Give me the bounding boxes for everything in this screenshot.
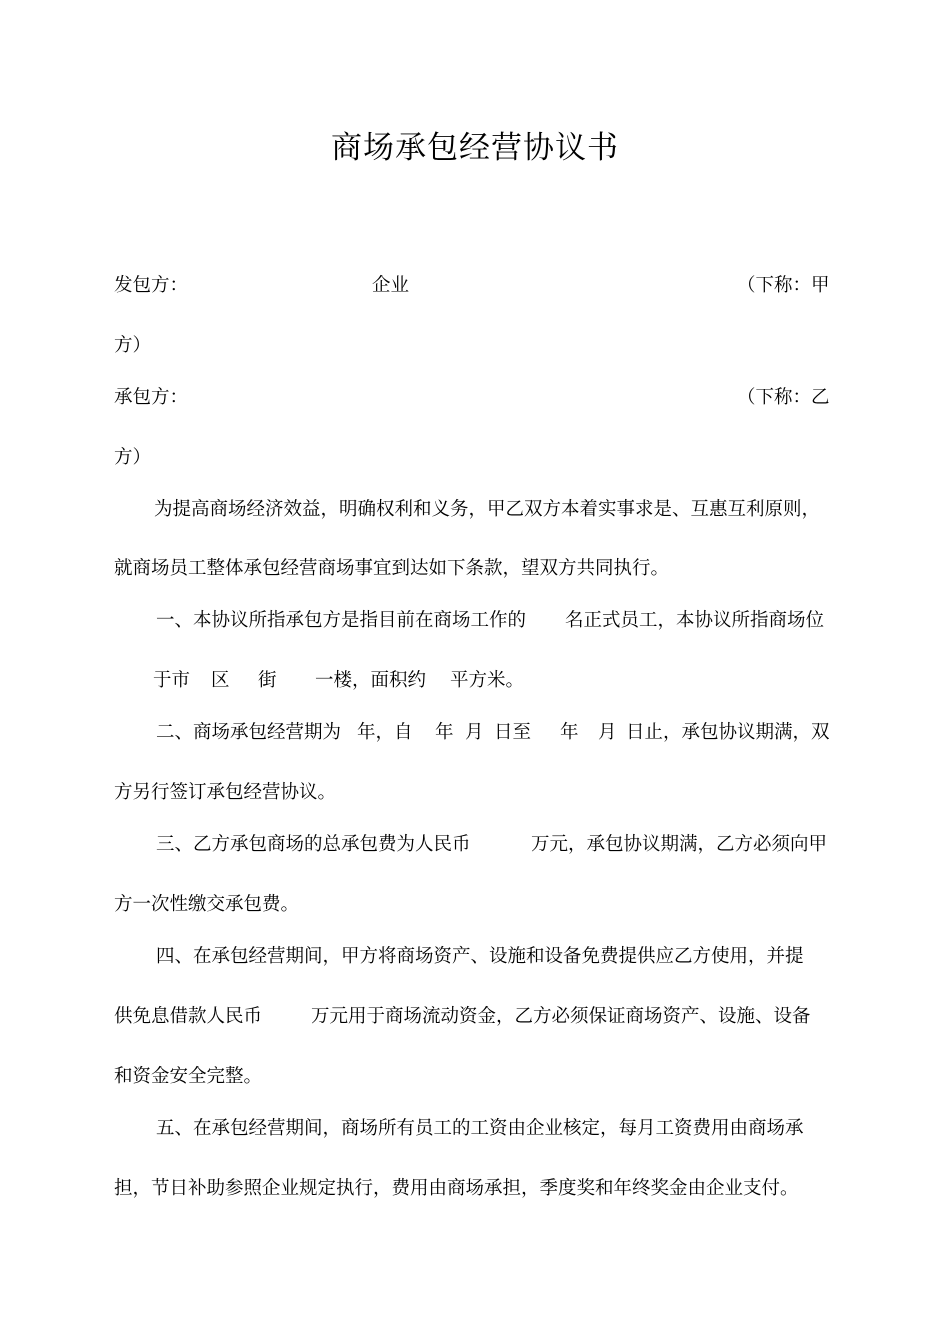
clause-2-line-2: 方另行签订承包经营协议。 xyxy=(114,782,337,803)
clause-1-part-a: 一、本协议所指承包方是指目前在商场工作的 xyxy=(156,610,527,631)
clause-1-city: 于市 xyxy=(153,670,191,691)
clause-4-part-a: 供免息借款人民币 xyxy=(114,1006,263,1027)
clause-2-month-2: 月 xyxy=(598,722,617,743)
clause-2-month-1: 月 xyxy=(465,722,484,743)
party-a-label: 发包方： xyxy=(114,275,189,296)
party-a-note: （下称：甲 xyxy=(737,275,830,296)
clause-1-street: 街 xyxy=(258,670,277,691)
party-b-label: 承包方： xyxy=(114,387,189,408)
party-a-note-cont: 方） xyxy=(114,335,152,356)
clause-3-part-b: 万元，承包协议期满，乙方必须向甲 xyxy=(531,834,828,855)
intro-line-1: 为提高商场经济效益，明确权利和义务，甲乙双方本着实事求是、互惠互利原则， xyxy=(154,499,821,520)
clause-4-part-b: 万元用于商场流动资金，乙方必须保证商场资产、设施、设备 xyxy=(311,1006,811,1027)
party-b-note-cont: 方） xyxy=(114,447,152,468)
clause-2-day-to: 日至 xyxy=(494,722,532,743)
party-a-name: 企业 xyxy=(372,275,410,296)
clause-2-part-b: 年，自 xyxy=(357,722,413,743)
clause-2-part-a: 二、商场承包经营期为 xyxy=(156,722,342,743)
document-title: 商场承包经营协议书 xyxy=(331,130,619,166)
clause-1-floor-area: 一楼，面积约 xyxy=(315,670,427,691)
clause-1-part-b: 名正式员工，本协议所指商场位 xyxy=(565,610,825,631)
clause-4-line-1: 四、在承包经营期间，甲方将商场资产、设施和设备免费提供应乙方使用，并提 xyxy=(156,946,804,967)
clause-5-line-1: 五、在承包经营期间，商场所有员工的工资由企业核定，每月工资费用由商场承 xyxy=(156,1118,804,1139)
clause-5-line-2: 担，节日补助参照企业规定执行，费用由商场承担，季度奖和年终奖金由企业支付。 xyxy=(114,1178,799,1199)
clause-2-part-h: 日止，承包协议期满，双 xyxy=(626,722,830,743)
clause-3-part-a: 三、乙方承包商场的总承包费为人民币 xyxy=(156,834,471,855)
intro-line-2: 就商场员工整体承包经营商场事宜到达如下条款，望双方共同执行。 xyxy=(114,558,670,579)
clause-2-year-2: 年 xyxy=(560,722,579,743)
clause-1-unit: 平方米。 xyxy=(450,670,525,691)
clause-1-district: 区 xyxy=(211,670,230,691)
party-b-note: （下称：乙 xyxy=(737,387,830,408)
clause-2-year-1: 年 xyxy=(435,722,454,743)
clause-3-line-2: 方一次性缴交承包费。 xyxy=(114,894,300,915)
clause-4-line-3: 和资金安全完整。 xyxy=(114,1066,263,1087)
